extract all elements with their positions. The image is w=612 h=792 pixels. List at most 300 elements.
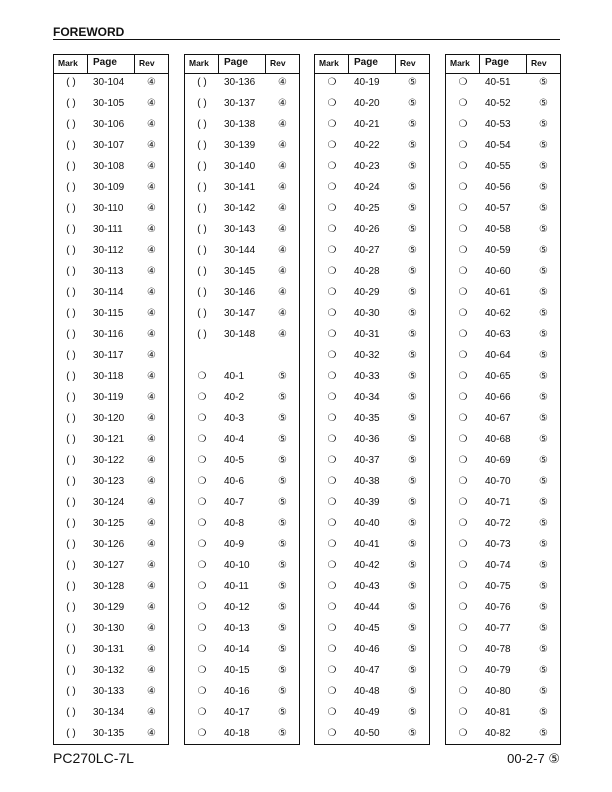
rev-cell: ⑤: [539, 728, 548, 739]
rev-cell: ⑤: [408, 686, 417, 697]
mark-cell: ( ): [66, 455, 76, 466]
rev-cell: ⑤: [408, 665, 417, 676]
table-row: [315, 513, 429, 534]
page-cell: 30-147: [224, 308, 256, 319]
rev-cell: ⑤: [408, 539, 417, 550]
page-cell: 30-117: [93, 350, 124, 361]
table-row: [315, 450, 429, 471]
mark-cell: ( ): [66, 119, 76, 130]
page-cell: 40-65: [485, 371, 511, 382]
table-body: [185, 72, 299, 744]
mark-cell: ❍: [327, 119, 337, 130]
mark-cell: ❍: [197, 581, 207, 592]
page-cell: 30-144: [224, 245, 256, 256]
mark-cell: ❍: [458, 308, 468, 319]
table-row: [446, 177, 560, 198]
page-cell: 40-7: [224, 497, 245, 508]
table-row: [446, 93, 560, 114]
table-row: [315, 723, 429, 744]
table-body: [315, 72, 429, 744]
mark-cell: ( ): [66, 371, 76, 382]
page-cell: 30-142: [224, 203, 256, 214]
column-header-rev: Rev: [270, 58, 286, 68]
rev-cell: ⑤: [539, 623, 548, 634]
mark-cell: ( ): [66, 161, 76, 172]
mark-cell: ( ): [66, 308, 76, 319]
mark-cell: ❍: [458, 140, 468, 151]
rev-cell: ④: [147, 518, 156, 529]
table-row: [185, 387, 299, 408]
table-row: [185, 219, 299, 240]
mark-cell: ❍: [458, 686, 468, 697]
table-row: [185, 618, 299, 639]
rev-cell: ④: [147, 182, 156, 193]
page-cell: 40-61: [485, 287, 511, 298]
mark-cell: ( ): [197, 182, 207, 193]
rev-cell: [266, 345, 299, 366]
rev-cell: ⑤: [278, 686, 287, 697]
page-cell: 40-55: [485, 161, 511, 172]
page-cell: 40-42: [354, 560, 380, 571]
table-row: [185, 723, 299, 744]
mark-cell: ❍: [458, 329, 468, 340]
mark-cell: ( ): [66, 602, 76, 613]
table-row: [315, 135, 429, 156]
mark-cell: ❍: [458, 413, 468, 424]
rev-cell: ⑤: [539, 77, 548, 88]
rev-cell: ④: [147, 686, 156, 697]
table-row: [446, 387, 560, 408]
rev-cell: ④: [278, 77, 287, 88]
table-row: [185, 345, 299, 366]
table-row: [54, 93, 168, 114]
table-row: [54, 702, 168, 723]
rev-cell: ⑤: [539, 518, 548, 529]
mark-cell: ( ): [197, 119, 207, 130]
page-cell: 40-63: [485, 329, 511, 340]
rev-cell: ④: [147, 98, 156, 109]
rev-cell: ④: [147, 245, 156, 256]
page-cell: 30-126: [93, 539, 125, 550]
rev-cell: ④: [147, 371, 156, 382]
table-row: [315, 576, 429, 597]
table-row: [315, 303, 429, 324]
table-row: [315, 240, 429, 261]
page-cell: 40-41: [354, 539, 380, 550]
rev-cell: ⑤: [539, 686, 548, 697]
table-row: [446, 597, 560, 618]
mark-cell: ❍: [458, 644, 468, 655]
table-row: [446, 576, 560, 597]
page-cell: 40-27: [354, 245, 380, 256]
table-row: [446, 219, 560, 240]
page-cell: 40-6: [224, 476, 245, 487]
rev-cell: ④: [278, 98, 287, 109]
rev-cell: ⑤: [539, 560, 548, 571]
table-row: [54, 324, 168, 345]
mark-cell: ❍: [458, 497, 468, 508]
page-cell: 40-11: [224, 581, 249, 592]
mark-cell: ❍: [327, 224, 337, 235]
mark-cell: ❍: [327, 140, 337, 151]
page-cell: 40-28: [354, 266, 380, 277]
table-row: [315, 72, 429, 93]
rev-cell: ④: [147, 602, 156, 613]
mark-cell: ❍: [458, 371, 468, 382]
mark-cell: ❍: [197, 497, 207, 508]
rev-cell: ④: [278, 224, 287, 235]
page-cell: 30-137: [224, 98, 256, 109]
mark-cell: ❍: [197, 728, 207, 739]
mark-cell: ❍: [197, 518, 207, 529]
mark-cell: ❍: [327, 455, 337, 466]
mark-cell: ❍: [458, 224, 468, 235]
rev-cell: ④: [147, 203, 156, 214]
page-cell: 30-119: [93, 392, 124, 403]
mark-cell: ❍: [327, 98, 337, 109]
table-row: [446, 408, 560, 429]
mark-cell: ❍: [458, 287, 468, 298]
rev-cell: ⑤: [408, 287, 417, 298]
table-row: [185, 576, 299, 597]
table-row: [54, 345, 168, 366]
table-row: [315, 555, 429, 576]
table-row: [185, 114, 299, 135]
page-cell: 40-70: [485, 476, 511, 487]
table-row: [446, 261, 560, 282]
page-cell: 40-82: [485, 728, 511, 739]
column-header-mark: Mark: [185, 55, 219, 73]
rev-cell: ④: [147, 266, 156, 277]
page-cell: 40-67: [485, 413, 511, 424]
rev-cell: ④: [278, 161, 287, 172]
table-row: [446, 702, 560, 723]
table-row: [54, 240, 168, 261]
page-cell: 40-48: [354, 686, 380, 697]
mark-cell: ( ): [197, 329, 207, 340]
page-cell: 40-22: [354, 140, 380, 151]
rev-cell: ⑤: [539, 392, 548, 403]
page-cell: 40-32: [354, 350, 380, 361]
rev-cell: ⑤: [539, 539, 548, 550]
page-cell: 40-38: [354, 476, 380, 487]
mark-cell: ❍: [197, 371, 207, 382]
page-cell: 40-5: [224, 455, 245, 466]
mark-cell: ❍: [197, 455, 207, 466]
mark-cell: ( ): [66, 623, 76, 634]
rev-cell: ⑤: [408, 224, 417, 235]
mark-cell: ❍: [197, 560, 207, 571]
table-row: [315, 471, 429, 492]
page-cell: 40-72: [485, 518, 511, 529]
mark-cell: ❍: [458, 245, 468, 256]
table-row: [54, 429, 168, 450]
column-header-rev: Rev: [139, 58, 155, 68]
rev-cell: ⑤: [539, 350, 548, 361]
table-row: [315, 282, 429, 303]
table-row: [315, 366, 429, 387]
column-header-page: Page: [349, 55, 396, 73]
page-cell: 30-109: [93, 182, 125, 193]
revision-table-2: [184, 54, 300, 745]
page-cell: 40-59: [485, 245, 511, 256]
page-cell: 40-60: [485, 266, 511, 277]
rev-cell: ⑤: [408, 623, 417, 634]
table-row: [446, 345, 560, 366]
table-row: [446, 450, 560, 471]
page-cell: 40-64: [485, 350, 511, 361]
mark-cell: ( ): [66, 350, 76, 361]
rev-cell: ⑤: [539, 182, 548, 193]
rev-cell: ⑤: [408, 245, 417, 256]
page-cell: 30-132: [93, 665, 125, 676]
page-cell: 40-47: [354, 665, 380, 676]
column-header-page: Page: [219, 55, 266, 73]
mark-cell: ❍: [197, 602, 207, 613]
rev-cell: ⑤: [408, 434, 417, 445]
page-cell: 40-81: [485, 707, 511, 718]
mark-cell: ❍: [197, 665, 207, 676]
column-header-rev: Rev: [531, 58, 547, 68]
table-row: [54, 135, 168, 156]
rev-cell: ⑤: [539, 140, 548, 151]
page-cell: 30-112: [93, 245, 124, 256]
table-row: [315, 429, 429, 450]
mark-cell: ( ): [66, 644, 76, 655]
table-row: [54, 282, 168, 303]
page-cell: 40-76: [485, 602, 511, 613]
table-row: [54, 177, 168, 198]
page-cell: 30-110: [93, 203, 124, 214]
mark-cell: ❍: [197, 539, 207, 550]
mark-cell: ❍: [327, 623, 337, 634]
rev-cell: ⑤: [539, 665, 548, 676]
mark-cell: ❍: [458, 539, 468, 550]
table-row: [446, 114, 560, 135]
page-cell: 40-54: [485, 140, 511, 151]
page-cell: 40-26: [354, 224, 380, 235]
rev-cell: ④: [147, 350, 156, 361]
page-cell: 40-45: [354, 623, 380, 634]
page-cell: 40-79: [485, 665, 511, 676]
page-cell: 40-74: [485, 560, 511, 571]
table-row: [54, 219, 168, 240]
mark-cell: ❍: [458, 182, 468, 193]
rev-cell: ⑤: [408, 581, 417, 592]
table-row: [185, 198, 299, 219]
page-cell: 30-122: [93, 455, 125, 466]
table-row: [446, 429, 560, 450]
table-row: [315, 93, 429, 114]
mark-cell: ( ): [66, 728, 76, 739]
table-row: [185, 240, 299, 261]
mark-cell: ( ): [66, 686, 76, 697]
rev-cell: ⑤: [408, 119, 417, 130]
table-row: [315, 156, 429, 177]
table-row: [315, 702, 429, 723]
mark-cell: ❍: [458, 665, 468, 676]
rev-cell: ④: [147, 308, 156, 319]
table-row: [315, 387, 429, 408]
page-cell: 30-131: [93, 644, 125, 655]
rev-cell: ④: [278, 119, 287, 130]
rev-cell: ④: [147, 560, 156, 571]
page-cell: 40-68: [485, 434, 511, 445]
table-row: [54, 555, 168, 576]
rev-cell: ⑤: [408, 707, 417, 718]
rev-cell: ⑤: [408, 140, 417, 151]
rev-cell: ⑤: [539, 476, 548, 487]
mark-cell: ❍: [458, 98, 468, 109]
page-cell: 40-17: [224, 707, 250, 718]
page-cell: 30-136: [224, 77, 256, 88]
mark-cell: ❍: [327, 413, 337, 424]
rev-cell: ⑤: [539, 497, 548, 508]
rev-cell: ⑤: [408, 203, 417, 214]
page-cell: 40-77: [485, 623, 511, 634]
page-cell: 40-78: [485, 644, 511, 655]
page-cell: 40-53: [485, 119, 511, 130]
table-row: [185, 177, 299, 198]
mark-cell: ❍: [458, 266, 468, 277]
rev-cell: ⑤: [278, 623, 287, 634]
table-row: [446, 471, 560, 492]
mark-cell: ( ): [66, 182, 76, 193]
rev-cell: ⑤: [539, 287, 548, 298]
page-cell: 40-18: [224, 728, 250, 739]
mark-cell: ( ): [197, 266, 207, 277]
page-cell: 40-58: [485, 224, 511, 235]
rev-cell: ⑤: [278, 434, 287, 445]
table-row: [446, 618, 560, 639]
page-cell: 40-52: [485, 98, 511, 109]
page-cell: 40-46: [354, 644, 380, 655]
rev-cell: ⑤: [278, 518, 287, 529]
table-row: [446, 324, 560, 345]
rev-cell: ⑤: [408, 497, 417, 508]
page-cell: 40-50: [354, 728, 380, 739]
rev-cell: ④: [278, 203, 287, 214]
rev-cell: ④: [147, 392, 156, 403]
mark-cell: ( ): [66, 203, 76, 214]
page-cell: 40-73: [485, 539, 511, 550]
page-cell: 40-25: [354, 203, 380, 214]
mark-cell: ( ): [66, 287, 76, 298]
page-cell: 30-116: [93, 329, 124, 340]
table-row: [446, 513, 560, 534]
rev-cell: ④: [147, 623, 156, 634]
mark-cell: ❍: [458, 350, 468, 361]
page-cell: 40-1: [224, 371, 245, 382]
table-row: [185, 303, 299, 324]
rev-cell: ⑤: [408, 602, 417, 613]
footer-model-name: PC270LC-7L: [53, 750, 134, 766]
mark-cell: ❍: [197, 707, 207, 718]
page-cell: 40-44: [354, 602, 380, 613]
table-row: [185, 282, 299, 303]
rev-cell: ④: [147, 161, 156, 172]
rev-cell: ⑤: [408, 644, 417, 655]
rev-cell: ⑤: [278, 707, 287, 718]
table-row: [185, 93, 299, 114]
page-cell: 30-115: [93, 308, 124, 319]
mark-cell: ( ): [66, 98, 76, 109]
table-row: [54, 597, 168, 618]
page-title: FOREWORD: [53, 26, 560, 40]
rev-cell: ⑤: [539, 98, 548, 109]
mark-cell: ❍: [458, 392, 468, 403]
mark-cell: ❍: [458, 602, 468, 613]
mark-cell: ❍: [327, 392, 337, 403]
page-cell: 30-141: [224, 182, 256, 193]
rev-cell: ④: [147, 455, 156, 466]
table-row: [315, 177, 429, 198]
page-cell: 40-37: [354, 455, 380, 466]
rev-cell: ⑤: [408, 308, 417, 319]
rev-cell: ⑤: [539, 644, 548, 655]
mark-cell: ( ): [197, 140, 207, 151]
mark-cell: ❍: [458, 560, 468, 571]
rev-cell: ④: [147, 434, 156, 445]
mark-cell: ❍: [458, 623, 468, 634]
table-row: [315, 660, 429, 681]
table-row: [315, 198, 429, 219]
mark-cell: ( ): [197, 77, 207, 88]
column-header-mark: Mark: [54, 55, 88, 73]
mark-cell: ❍: [327, 560, 337, 571]
rev-cell: ⑤: [408, 455, 417, 466]
table-row: [185, 366, 299, 387]
table-row: [185, 324, 299, 345]
table-row: [446, 135, 560, 156]
mark-cell: ( ): [66, 224, 76, 235]
rev-cell: ⑤: [408, 350, 417, 361]
rev-cell: ④: [147, 644, 156, 655]
mark-cell: ❍: [327, 329, 337, 340]
table-row: [315, 639, 429, 660]
page-cell: 40-51: [485, 77, 511, 88]
mark-cell: ( ): [66, 266, 76, 277]
page-cell: 40-12: [224, 602, 250, 613]
rev-cell: ⑤: [408, 161, 417, 172]
table-body: [446, 72, 560, 744]
table-row: [446, 282, 560, 303]
mark-cell: ( ): [66, 518, 76, 529]
rev-cell: ④: [278, 287, 287, 298]
table-row: [54, 639, 168, 660]
mark-cell: ❍: [327, 77, 337, 88]
page-cell: 40-3: [224, 413, 245, 424]
page-cell: 40-75: [485, 581, 511, 592]
rev-cell: ④: [278, 182, 287, 193]
page-cell: 40-56: [485, 182, 511, 193]
mark-cell: ❍: [197, 413, 207, 424]
mark-cell: ❍: [458, 707, 468, 718]
mark-cell: ❍: [197, 476, 207, 487]
mark-cell: ❍: [197, 392, 207, 403]
page-cell: 30-124: [93, 497, 125, 508]
table-row: [185, 513, 299, 534]
page-cell: 40-35: [354, 413, 380, 424]
mark-cell: ❍: [458, 476, 468, 487]
rev-cell: ⑤: [408, 560, 417, 571]
page-cell: 30-139: [224, 140, 256, 151]
page-cell: 30-120: [93, 413, 125, 424]
page-cell: 40-19: [354, 77, 380, 88]
page-cell: 40-57: [485, 203, 511, 214]
mark-cell: ❍: [458, 77, 468, 88]
table-row: [446, 555, 560, 576]
